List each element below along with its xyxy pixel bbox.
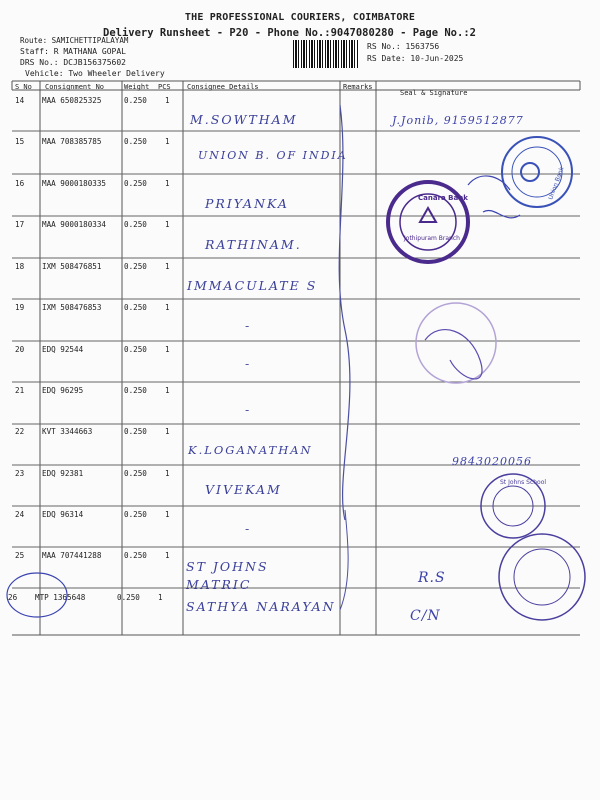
row-pcs: 1 bbox=[165, 220, 170, 229]
row-pcs: 1 bbox=[165, 179, 170, 188]
row-pcs: 1 bbox=[165, 386, 170, 395]
header-sno: S No bbox=[15, 83, 32, 91]
row-pcs: 1 bbox=[165, 262, 170, 271]
row-consignment: MAA 9000180335 bbox=[42, 179, 107, 188]
row-consignment: MTP 1365648 bbox=[35, 593, 86, 602]
row-sno: 26 bbox=[8, 593, 18, 602]
row-consignee: SATHYA NARAYAN bbox=[186, 599, 336, 614]
canara-stamp-top: Canara Bank bbox=[418, 194, 468, 202]
row-sno: 15 bbox=[15, 137, 25, 146]
row-weight: 0.250 bbox=[124, 345, 147, 354]
row-weight: 0.250 bbox=[124, 386, 147, 395]
union-stamp-text: Union Bank bbox=[547, 166, 566, 201]
row-weight: 0.250 bbox=[124, 96, 147, 105]
row-pcs: 1 bbox=[165, 303, 170, 312]
row-consignee: RATHINAM. bbox=[205, 237, 302, 252]
row-weight: 0.250 bbox=[124, 220, 147, 229]
row-pcs: 1 bbox=[165, 96, 170, 105]
row-sno: 25 bbox=[15, 551, 25, 560]
row-weight: 0.250 bbox=[124, 510, 147, 519]
row-consignee: PRIYANKA bbox=[205, 196, 289, 211]
row-sno: 23 bbox=[15, 469, 25, 478]
row-consignment: MAA 708385785 bbox=[42, 137, 102, 146]
header-pcs: PCS bbox=[158, 83, 171, 91]
row-pcs: 1 bbox=[165, 427, 170, 436]
row-consignee: - bbox=[245, 356, 252, 371]
header-consignee: Consignee Details bbox=[187, 83, 259, 91]
row-pcs: 1 bbox=[165, 510, 170, 519]
row-consignee: K.LOGANATHAN bbox=[188, 443, 313, 457]
row-pcs: 1 bbox=[165, 551, 170, 560]
row-sno: 18 bbox=[15, 262, 25, 271]
drs-label: DRS No.: DCJB156375602 bbox=[20, 58, 126, 67]
header-seal-signature: Seal & Signature bbox=[400, 89, 468, 97]
header-weight: Weight bbox=[124, 83, 150, 91]
row-consignment: IXM 508476853 bbox=[42, 303, 102, 312]
row-weight: 0.250 bbox=[117, 593, 140, 602]
row-consignment: EDQ 92381 bbox=[42, 469, 84, 478]
row-weight: 0.250 bbox=[124, 179, 147, 188]
row-sno: 16 bbox=[15, 179, 25, 188]
row-signature: R.S bbox=[418, 570, 446, 586]
row-sno: 22 bbox=[15, 427, 25, 436]
row-weight: 0.250 bbox=[124, 137, 147, 146]
row-consignment: IXM 508476851 bbox=[42, 262, 102, 271]
row-weight: 0.250 bbox=[124, 469, 147, 478]
row-pcs: 1 bbox=[165, 137, 170, 146]
row-consignee: UNION B. OF INDIA bbox=[198, 149, 348, 162]
row-consignment: MAA 9000180334 bbox=[42, 220, 107, 229]
canara-stamp-middle: Jothipuram Branch bbox=[404, 235, 460, 242]
row-consignment: MAA 650825325 bbox=[42, 96, 102, 105]
header-consignment: Consignment No bbox=[45, 83, 105, 91]
school-stamp-text: St Johns School bbox=[500, 479, 547, 486]
row-consignment: EDQ 96295 bbox=[42, 386, 84, 395]
row-sno: 24 bbox=[15, 510, 25, 519]
row-consignee: IMMACULATE S bbox=[187, 278, 318, 293]
row-signature: J.Jonib, 9159512877 bbox=[392, 114, 524, 127]
row-consignment: MAA 707441288 bbox=[42, 551, 102, 560]
row-weight: 0.250 bbox=[124, 262, 147, 271]
row-pcs: 1 bbox=[165, 469, 170, 478]
row-signature: 9843020056 bbox=[452, 455, 532, 468]
row-weight: 0.250 bbox=[124, 303, 147, 312]
row-consignee: - bbox=[245, 521, 252, 536]
rs-number: RS No.: 1563756 bbox=[367, 42, 440, 51]
row-sno: 21 bbox=[15, 386, 25, 395]
row-consignment: EDQ 96314 bbox=[42, 510, 84, 519]
row-weight: 0.250 bbox=[124, 551, 147, 560]
row-sno: 19 bbox=[15, 303, 25, 312]
staff-label: Staff: R MATHANA GOPAL bbox=[20, 47, 126, 56]
runsheet-title: Delivery Runsheet - P20 - Phone No.:9047080280 - Page No.:2 bbox=[103, 27, 476, 39]
row-weight: 0.250 bbox=[124, 427, 147, 436]
row-pcs: 1 bbox=[165, 345, 170, 354]
row-consignee: - bbox=[245, 402, 252, 417]
header-remarks: Remarks bbox=[343, 83, 373, 91]
row-consignee: M.SOWTHAM bbox=[190, 112, 298, 127]
row-signature: C/N bbox=[410, 608, 441, 624]
company-title: THE PROFESSIONAL COURIERS, COIMBATORE bbox=[184, 12, 416, 23]
vehicle-label: Vehicle: Two Wheeler Delivery bbox=[25, 69, 165, 78]
row-consignee: VIVEKAM bbox=[205, 482, 282, 497]
row-pcs: 1 bbox=[158, 593, 163, 602]
rs-date: RS Date: 10-Jun-2025 bbox=[367, 54, 464, 63]
row-sno: 17 bbox=[15, 220, 25, 229]
row-consignment: KVT 3344663 bbox=[42, 427, 93, 436]
route-label: Route: SAMICHETTIPALAYAM bbox=[20, 36, 129, 45]
row-sno: 14 bbox=[15, 96, 25, 105]
row-consignment: EDQ 92544 bbox=[42, 345, 84, 354]
row-consignee: - bbox=[245, 318, 252, 333]
row-sno: 20 bbox=[15, 345, 25, 354]
row-consignee: ST JOHNS MATRIC bbox=[186, 559, 269, 592]
